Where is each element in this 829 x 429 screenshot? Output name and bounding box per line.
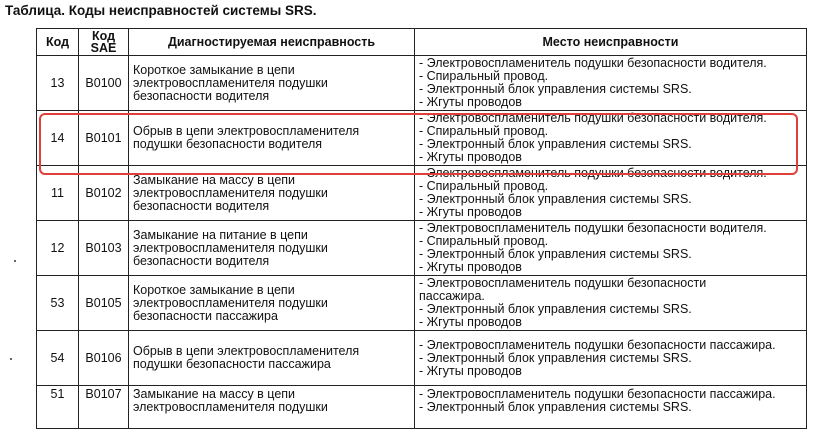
table-row [37,111,807,166]
fault-line: безопасности водителя [133,198,270,213]
place-line: - Жгуты проводов [419,260,522,274]
cell-sae-code: B0101 [79,111,129,166]
place-line: - Электронный блок управления системы SRS. [419,192,692,206]
fault-line: Замыкание на массу в цепи [133,387,296,401]
header-sae-line2: SAE [90,41,117,55]
page-title: Таблица. Коды неисправностей системы SRS. [5,3,317,18]
place-line: - Жгуты проводов [419,95,522,109]
table-header-row [37,29,807,56]
fault-line: Замыкание на питание в цепи [133,227,308,242]
place-line: - Электровоспламенитель подушки безопасности водителя. [419,166,767,180]
scan-speck [14,260,16,262]
fault-line: электровоспламенителя подушки [133,400,328,414]
fault-line: безопасности водителя [133,88,270,103]
place-line: - Жгуты проводов [419,315,522,329]
table-row [37,56,807,111]
srs-fault-codes-table [36,28,807,429]
place-line: - Спиральный провод. [419,179,549,193]
place-line: - Электронный блок управления системы SRS. [419,137,692,151]
cell-code: 53 [37,276,79,331]
cell-code: 51 [37,386,79,429]
cell-place [415,386,807,429]
cell-fault [129,221,415,276]
fault-line: электровоспламенителя подушки [133,240,328,255]
table-row [37,386,807,429]
cell-code: 13 [37,56,79,111]
cell-sae-code: B0100 [79,56,129,111]
cell-sae-code: B0107 [79,386,129,429]
cell-sae-code: B0103 [79,221,129,276]
scan-speck [10,358,12,360]
place-line: - Электронный блок управления системы SRS. [419,302,692,316]
place-line: - Электронный блок управления системы SRS. [419,82,692,96]
fault-line: Обрыв в цепи электровоспламенителя [133,344,360,358]
place-line: пассажира. [419,289,485,303]
header-code: Код [37,29,79,56]
cell-place [415,221,807,276]
cell-sae-code: B0106 [79,331,129,386]
table-row [37,276,807,331]
fault-line: подушки безопасности пассажира [133,357,331,371]
cell-place [415,276,807,331]
fault-line: Короткое замыкание в цепи [133,62,295,77]
place-line: - Электровоспламенитель подушки безопасности водителя. [419,221,767,235]
place-line: - Спиральный провод. [419,124,549,138]
fault-line: подушки безопасности водителя [133,137,323,151]
cell-place [415,331,807,386]
cell-fault [129,276,415,331]
cell-sae-code: B0102 [79,166,129,221]
place-line: - Электровоспламенитель подушки безопасности [419,276,707,290]
fault-line: безопасности водителя [133,253,270,268]
place-line: - Электронный блок управления системы SRS. [419,400,692,414]
cell-place [415,111,807,166]
cell-sae-code: B0105 [79,276,129,331]
cell-fault [129,386,415,429]
fault-line: Обрыв в цепи электровоспламенителя [133,124,360,138]
table-row [37,221,807,276]
fault-line: электровоспламенителя подушки [133,295,328,310]
place-line: - Электровоспламенитель подушки безопасности пассажира. [419,387,776,401]
cell-code: 12 [37,221,79,276]
cell-fault [129,56,415,111]
place-line: - Электронный блок управления системы SRS. [419,350,692,365]
fault-line: Короткое замыкание в цепи [133,282,295,297]
place-line: - Электровоспламенитель подушки безопасности водителя. [419,111,767,125]
place-line: - Электровоспламенитель подушки безопасности водителя. [419,56,767,70]
place-line: - Жгуты проводов [419,363,522,378]
cell-fault [129,111,415,166]
place-line: - Спиральный провод. [419,69,549,83]
header-fault: Диагностируемая неисправность [129,29,415,56]
header-place: Место неисправности [415,29,807,56]
cell-place [415,166,807,221]
fault-line: Замыкание на массу в цепи [133,172,296,187]
fault-line: безопасности пассажира [133,308,278,323]
place-line: - Электронный блок управления системы SRS. [419,247,692,261]
place-line: - Электровоспламенитель подушки безопасности пассажира. [419,337,776,352]
place-line: - Жгуты проводов [419,205,522,219]
table-row [37,331,807,386]
cell-code: 11 [37,166,79,221]
fault-line: электровоспламенителя подушки [133,75,328,90]
place-line: - Жгуты проводов [419,150,522,164]
cell-code: 14 [37,111,79,166]
cell-fault [129,331,415,386]
header-sae [79,29,129,56]
cell-fault [129,166,415,221]
header-sae-line1: Код [91,29,116,43]
fault-line: электровоспламенителя подушки [133,185,328,200]
cell-code: 54 [37,331,79,386]
place-line: - Спиральный провод. [419,234,549,248]
table-row [37,166,807,221]
cell-place [415,56,807,111]
